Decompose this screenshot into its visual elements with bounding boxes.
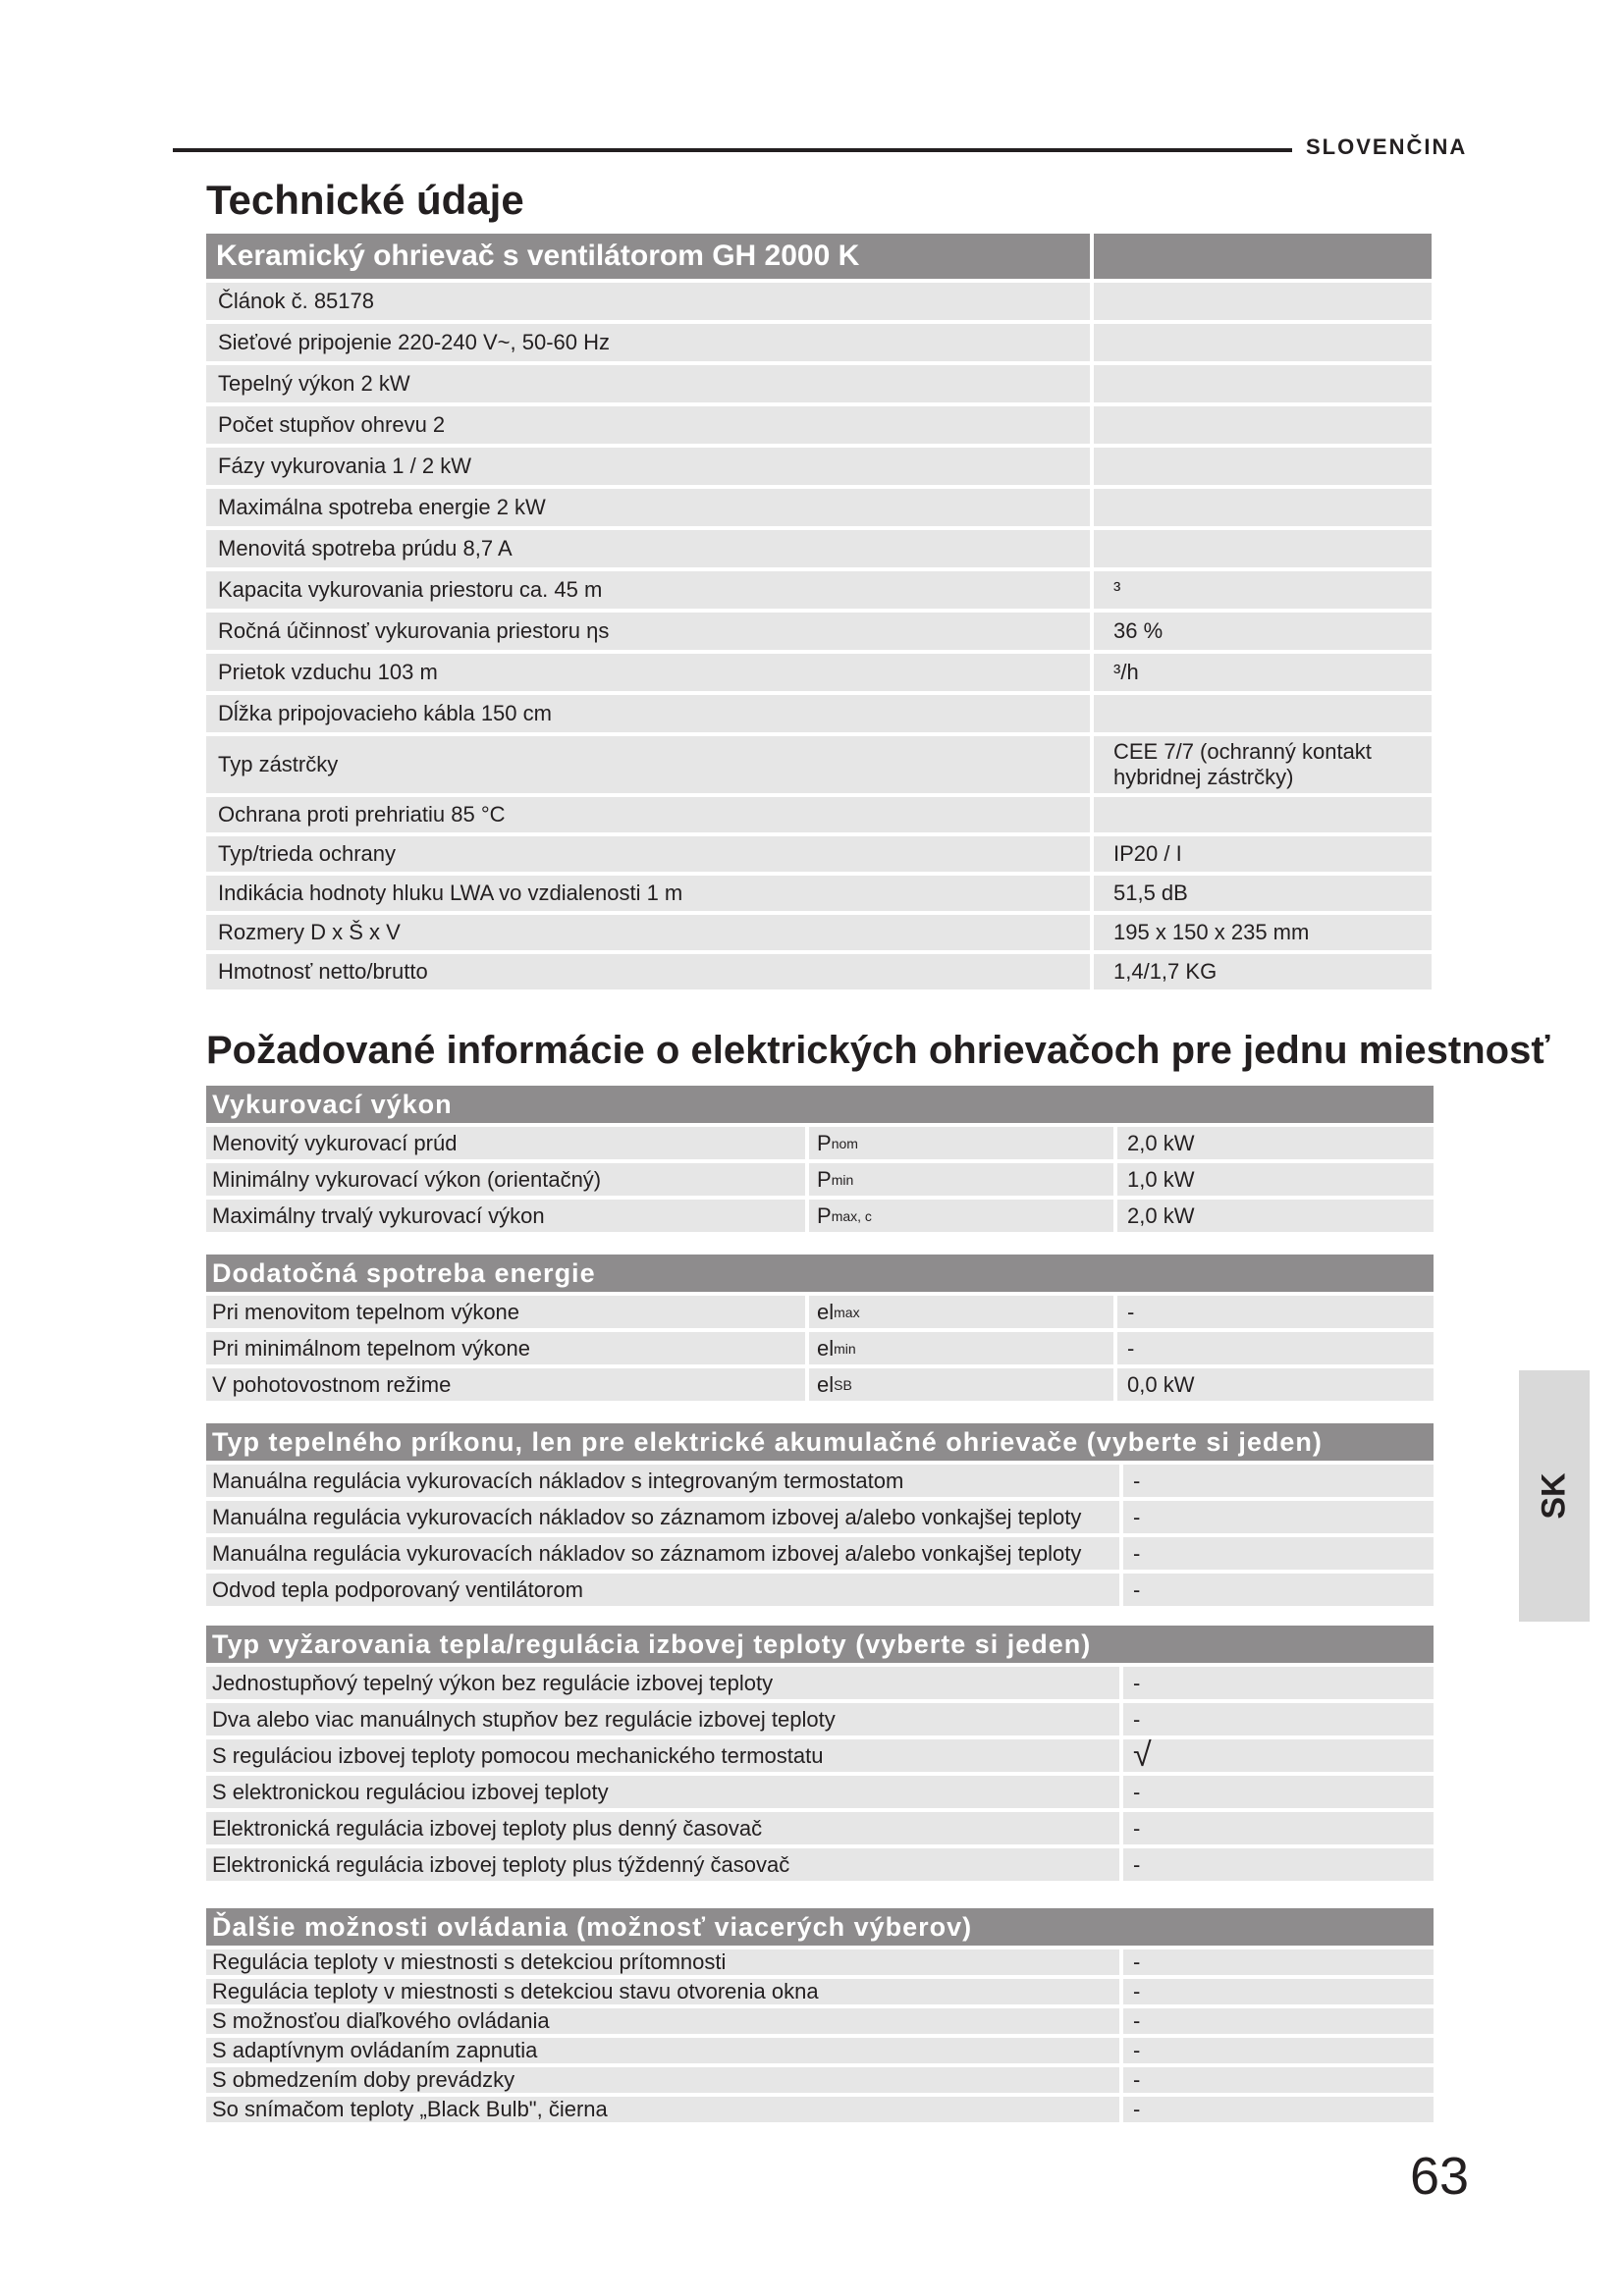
symbol-sub: min xyxy=(834,1340,856,1357)
product-name: Keramický ohrievač s ventilátorom GH 2000 K xyxy=(206,234,1090,279)
symbol-sub: SB xyxy=(834,1376,852,1393)
row-symbol xyxy=(809,1332,1113,1364)
spec-label: Počet stupňov ohrevu 2 xyxy=(206,406,1090,444)
spec-label: Indikácia hodnoty hluku LWA vo vzdialenosti 1 m xyxy=(206,876,1090,911)
row-value: - xyxy=(1123,2008,1434,2034)
spec-row xyxy=(206,530,1432,567)
row-symbol xyxy=(809,1296,1113,1328)
spec-row xyxy=(206,915,1432,950)
spec-row xyxy=(206,613,1432,650)
data-row xyxy=(206,1812,1434,1844)
language-side-tab xyxy=(1519,1370,1590,1622)
spec-value xyxy=(1094,489,1432,526)
spec-value xyxy=(1094,365,1432,402)
symbol-main: P xyxy=(817,1202,832,1228)
row-value: - xyxy=(1123,1812,1434,1844)
symbol-sub: max xyxy=(834,1304,860,1320)
spec-row xyxy=(206,695,1432,732)
row-value: - xyxy=(1123,2038,1434,2063)
row-label: S adaptívnym ovládaním zapnutia xyxy=(206,2038,1119,2063)
spec-label: Hmotnosť netto/brutto xyxy=(206,954,1090,989)
spec-label: Dĺžka pripojovacieho kábla 150 cm xyxy=(206,695,1090,732)
data-row xyxy=(206,2008,1434,2034)
row-label: V pohotovostnom režime xyxy=(206,1368,805,1401)
row-label: Odvod tepla podporovaný ventilátorom xyxy=(206,1574,1119,1606)
spec-row xyxy=(206,797,1432,832)
spec-value xyxy=(1094,324,1432,361)
row-label: Dva alebo viac manuálnych stupňov bez regulácie izbovej teploty xyxy=(206,1703,1119,1735)
spec-label: Ročná účinnosť vykurovania priestoru ηs xyxy=(206,613,1090,650)
row-label: S reguláciou izbovej teploty pomocou mechanického termostatu xyxy=(206,1739,1119,1772)
data-row xyxy=(206,1537,1434,1570)
page-number: 63 xyxy=(1410,2147,1470,2206)
row-label: S obmedzením doby prevádzky xyxy=(206,2067,1119,2093)
row-value: - xyxy=(1117,1332,1434,1364)
row-value: - xyxy=(1123,1501,1434,1533)
symbol-sub: nom xyxy=(831,1135,858,1151)
other-options-section xyxy=(206,1908,1434,2122)
row-label: Manuálna regulácia vykurovacích nákladov s integrovaným termostatom xyxy=(206,1465,1119,1497)
spec-row xyxy=(206,324,1432,361)
row-label: Elektronická regulácia izbovej teploty plus týždenný časovač xyxy=(206,1848,1119,1881)
spec-value xyxy=(1094,530,1432,567)
data-row xyxy=(206,1127,1434,1159)
data-row xyxy=(206,1949,1434,1975)
spec-label: Typ/trieda ochrany xyxy=(206,836,1090,872)
row-label: Menovitý vykurovací prúd xyxy=(206,1127,805,1159)
spec-label: Sieťové pripojenie 220-240 V~, 50-60 Hz xyxy=(206,324,1090,361)
spec-row xyxy=(206,406,1432,444)
data-row xyxy=(206,2038,1434,2063)
spec-row xyxy=(206,571,1432,609)
row-value: - xyxy=(1123,1776,1434,1808)
data-row xyxy=(206,1979,1434,2004)
spec-label: Rozmery D x Š x V xyxy=(206,915,1090,950)
spec-value: ³/h xyxy=(1094,654,1432,691)
symbol-sub: min xyxy=(831,1171,854,1188)
row-value: - xyxy=(1117,1296,1434,1328)
symbol-sub: max, c xyxy=(831,1207,872,1224)
data-row xyxy=(206,1736,1434,1774)
spec-label: Menovitá spotreba prúdu 8,7 A xyxy=(206,530,1090,567)
data-row xyxy=(206,1163,1434,1196)
symbol-main: P xyxy=(817,1130,832,1155)
spec-row xyxy=(206,365,1432,402)
emission-type-header: Typ vyžarovania tepla/regulácia izbovej teploty (vyberte si jeden) xyxy=(206,1626,1434,1663)
heat-output-header: Vykurovací výkon xyxy=(206,1086,1434,1123)
row-value: - xyxy=(1123,1667,1434,1699)
spec-label: Tepelný výkon 2 kW xyxy=(206,365,1090,402)
side-tab-label: SK xyxy=(1535,1472,1573,1520)
symbol-main: el xyxy=(817,1371,835,1397)
row-value: 1,0 kW xyxy=(1117,1163,1434,1196)
other-options-header: Ďalšie možnosti ovládania (možnosť viacerých výberov) xyxy=(206,1908,1434,1946)
symbol-main: P xyxy=(817,1166,832,1192)
row-value: - xyxy=(1123,1537,1434,1570)
data-row xyxy=(206,1776,1434,1808)
spec-row xyxy=(206,736,1432,793)
row-value: - xyxy=(1123,2097,1434,2122)
spec-label: Ochrana proti prehriatiu 85 °C xyxy=(206,797,1090,832)
row-value: 2,0 kW xyxy=(1117,1200,1434,1232)
language-label: SLOVENČINA xyxy=(1306,134,1468,159)
row-label: So snímačom teploty „Black Bulb", čierna xyxy=(206,2097,1119,2122)
data-row xyxy=(206,2067,1434,2093)
spec-value: IP20 / I xyxy=(1094,836,1432,872)
spec-label: Článok č. 85178 xyxy=(206,283,1090,320)
row-symbol xyxy=(809,1200,1113,1232)
row-label: Minimálny vykurovací výkon (orientačný) xyxy=(206,1163,805,1196)
data-row xyxy=(206,2097,1434,2122)
spec-row xyxy=(206,448,1432,485)
row-value: - xyxy=(1123,1949,1434,1975)
aux-consumption-section xyxy=(206,1255,1434,1401)
spec-row xyxy=(206,836,1432,872)
row-symbol xyxy=(809,1368,1113,1401)
spec-row xyxy=(206,876,1432,911)
row-value: - xyxy=(1123,1979,1434,2004)
spec-row xyxy=(206,489,1432,526)
spec-row xyxy=(206,954,1432,989)
spec-value xyxy=(1094,283,1432,320)
checkmark-value: √ xyxy=(1123,1739,1434,1772)
symbol-main: el xyxy=(817,1299,835,1324)
row-label: Jednostupňový tepelný výkon bez regulácie izbovej teploty xyxy=(206,1667,1119,1699)
spec-label: Maximálna spotreba energie 2 kW xyxy=(206,489,1090,526)
spec-label: Kapacita vykurovania priestoru ca. 45 m xyxy=(206,571,1090,609)
row-symbol xyxy=(809,1163,1113,1196)
row-label: Manuálna regulácia vykurovacích nákladov so záznamom izbovej a/alebo vonkajšej teploty xyxy=(206,1501,1119,1533)
row-label: Elektronická regulácia izbovej teploty plus denný časovač xyxy=(206,1812,1119,1844)
row-label: Regulácia teploty v miestnosti s detekciou stavu otvorenia okna xyxy=(206,1979,1119,2004)
row-label: Manuálna regulácia vykurovacích nákladov so záznamom izbovej a/alebo vonkajšej teploty xyxy=(206,1537,1119,1570)
input-type-section xyxy=(206,1423,1434,1606)
aux-consumption-header: Dodatočná spotreba energie xyxy=(206,1255,1434,1292)
header-rule xyxy=(173,148,1292,152)
spec-label: Prietok vzduchu 103 m xyxy=(206,654,1090,691)
technical-title: Technické údaje xyxy=(206,177,524,223)
row-value: 0,0 kW xyxy=(1117,1368,1434,1401)
data-row xyxy=(206,1296,1434,1328)
data-row xyxy=(206,1703,1434,1735)
row-label: S možnosťou diaľkového ovládania xyxy=(206,2008,1119,2034)
row-value: - xyxy=(1123,1703,1434,1735)
row-symbol xyxy=(809,1127,1113,1159)
spec-label: Typ zástrčky xyxy=(206,736,1090,793)
data-row xyxy=(206,1574,1434,1606)
input-type-header: Typ tepelného príkonu, len pre elektrické akumulačné ohrievače (vyberte si jeden) xyxy=(206,1423,1434,1461)
spec-value xyxy=(1094,406,1432,444)
technical-table-header xyxy=(206,234,1432,279)
spec-value: CEE 7/7 (ochranný kontakt hybridnej zástrčky) xyxy=(1094,736,1432,793)
row-value: 2,0 kW xyxy=(1117,1127,1434,1159)
spec-value: 36 % xyxy=(1094,613,1432,650)
heat-output-section xyxy=(206,1086,1434,1232)
spec-row xyxy=(206,283,1432,320)
data-row xyxy=(206,1332,1434,1364)
row-value: - xyxy=(1123,1574,1434,1606)
symbol-main: el xyxy=(817,1335,835,1361)
row-label: Regulácia teploty v miestnosti s detekciou prítomnosti xyxy=(206,1949,1119,1975)
spec-label: Fázy vykurovania 1 / 2 kW xyxy=(206,448,1090,485)
spec-value: 195 x 150 x 235 mm xyxy=(1094,915,1432,950)
row-value: - xyxy=(1123,1465,1434,1497)
row-label: Pri menovitom tepelnom výkone xyxy=(206,1296,805,1328)
row-label: Maximálny trvalý vykurovací výkon xyxy=(206,1200,805,1232)
data-row xyxy=(206,1368,1434,1401)
data-row xyxy=(206,1501,1434,1533)
emission-type-section xyxy=(206,1626,1434,1881)
spec-row xyxy=(206,654,1432,691)
spec-value xyxy=(1094,448,1432,485)
spec-value: 51,5 dB xyxy=(1094,876,1432,911)
spec-value: 1,4/1,7 KG xyxy=(1094,954,1432,989)
technical-table xyxy=(206,234,1432,989)
data-row xyxy=(206,1200,1434,1232)
spec-value xyxy=(1094,797,1432,832)
spec-value: ³ xyxy=(1094,571,1432,609)
spec-value xyxy=(1094,695,1432,732)
row-label: Pri minimálnom tepelnom výkone xyxy=(206,1332,805,1364)
data-row xyxy=(206,1465,1434,1497)
data-row xyxy=(206,1667,1434,1699)
row-label: S elektronickou reguláciou izbovej teploty xyxy=(206,1776,1119,1808)
row-value: - xyxy=(1123,2067,1434,2093)
data-row xyxy=(206,1848,1434,1881)
row-value: - xyxy=(1123,1848,1434,1881)
required-info-title: Požadované informácie o elektrických ohrievačoch pre jednu miestnosť xyxy=(206,1029,1550,1072)
